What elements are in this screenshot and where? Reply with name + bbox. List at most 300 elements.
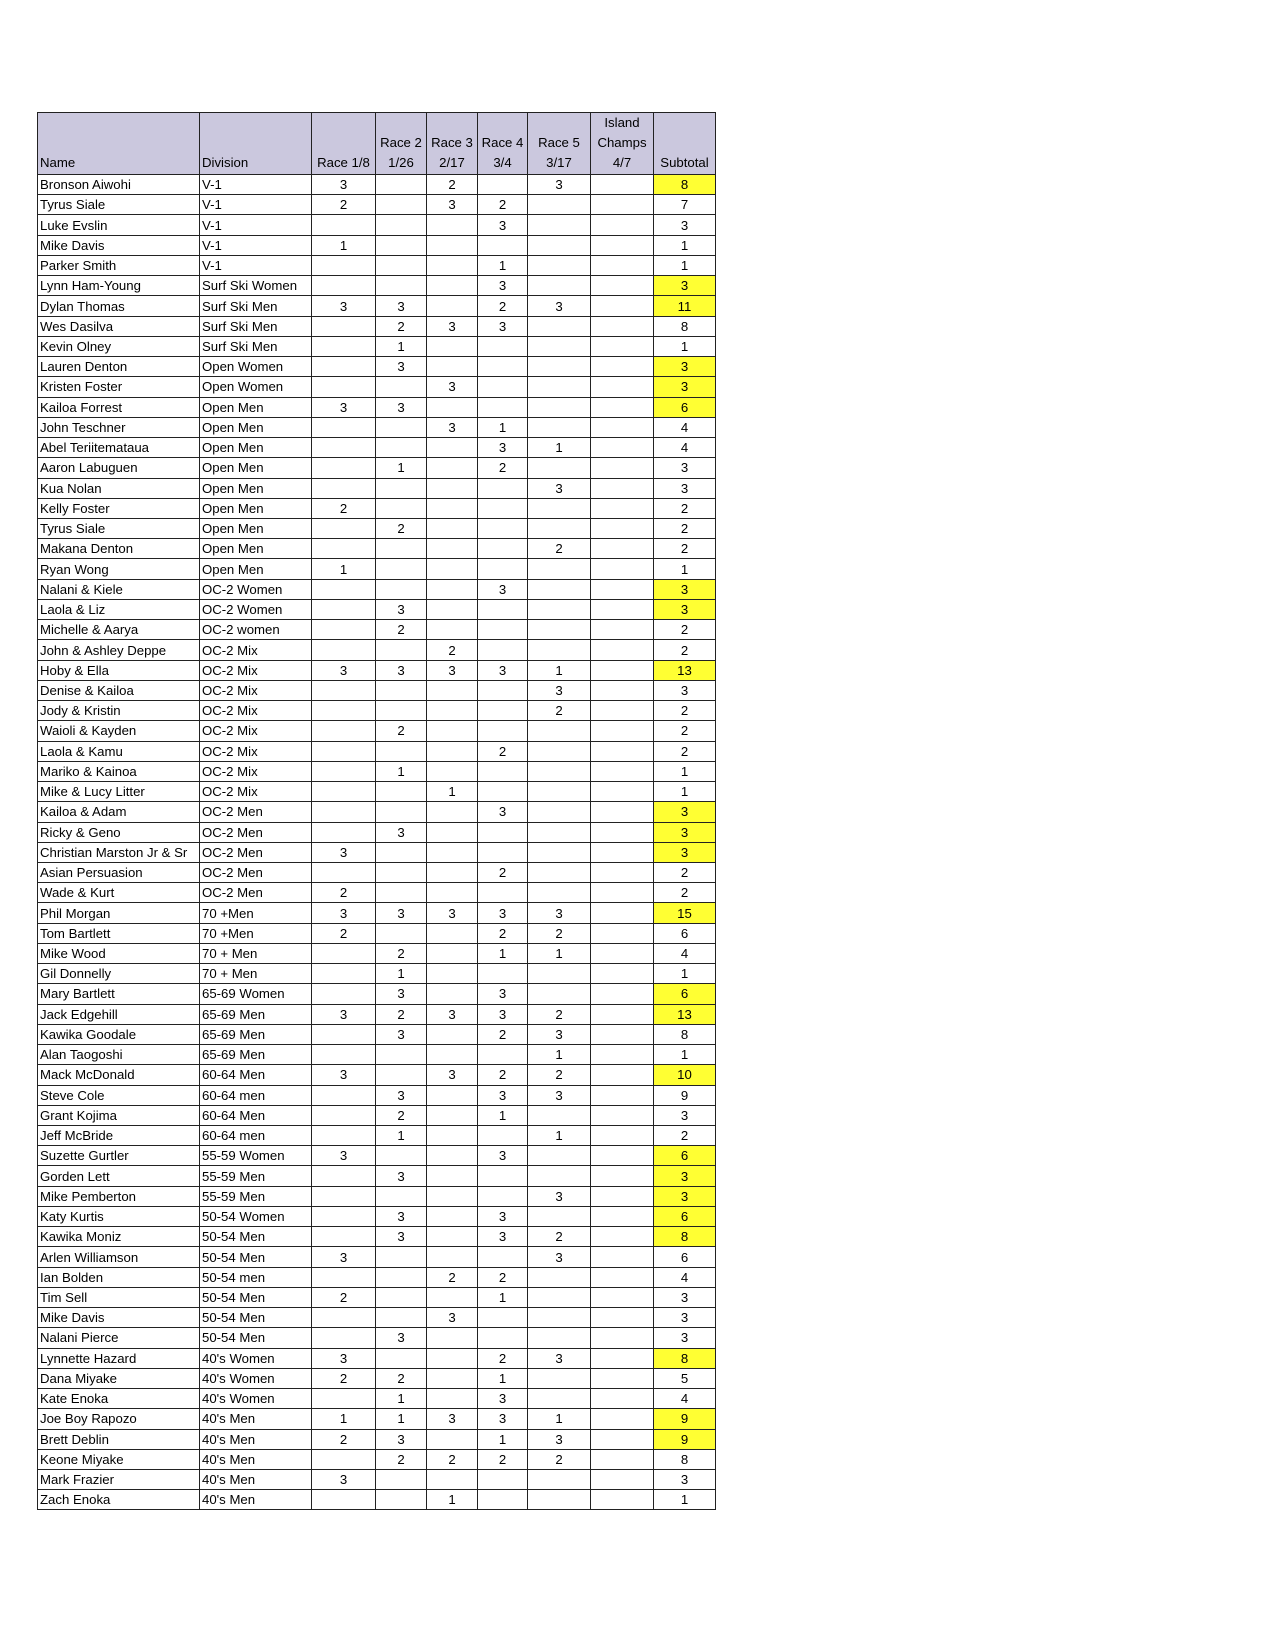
table-row: [38, 276, 716, 296]
cell-race4: [478, 1490, 528, 1510]
cell-race1: [312, 1490, 376, 1510]
cell-subtotal: 4: [654, 1267, 716, 1287]
cell-race3: [427, 1186, 478, 1206]
cell-division: 50-54 Men: [200, 1328, 312, 1348]
cell-race2: [376, 680, 427, 700]
cell-subtotal: 2: [654, 518, 716, 538]
cell-name: Tyrus Siale: [38, 518, 200, 538]
cell-subtotal: 8: [654, 175, 716, 195]
cell-name: Lynnette Hazard: [38, 1348, 200, 1368]
table-row: [38, 1287, 716, 1307]
table-row: [38, 357, 716, 377]
cell-race3: [427, 438, 478, 458]
cell-name: Ricky & Geno: [38, 822, 200, 842]
cell-name: Kailoa & Adam: [38, 802, 200, 822]
cell-name: Mary Bartlett: [38, 984, 200, 1004]
cell-race4: [478, 559, 528, 579]
cell-race5: [528, 802, 591, 822]
cell-race3: [427, 336, 478, 356]
cell-race5: [528, 1105, 591, 1125]
cell-race3: [427, 923, 478, 943]
cell-name: Laola & Kamu: [38, 741, 200, 761]
table-row: [38, 822, 716, 842]
cell-race3: [427, 741, 478, 761]
cell-race4: 3: [478, 802, 528, 822]
cell-race2: [376, 741, 427, 761]
cell-division: 40's Men: [200, 1470, 312, 1490]
cell-race2: 1: [376, 964, 427, 984]
cell-name: Bronson Aiwohi: [38, 175, 200, 195]
cell-subtotal: 6: [654, 1247, 716, 1267]
cell-name: Kevin Olney: [38, 336, 200, 356]
cell-race3: [427, 296, 478, 316]
cell-race3: 2: [427, 175, 478, 195]
table-row: [38, 599, 716, 619]
cell-island-champs: [591, 518, 654, 538]
cell-island-champs: [591, 377, 654, 397]
cell-race2: 3: [376, 984, 427, 1004]
cell-name: Alan Taogoshi: [38, 1045, 200, 1065]
cell-island-champs: [591, 498, 654, 518]
cell-race4: 3: [478, 1085, 528, 1105]
cell-race2: [376, 1348, 427, 1368]
cell-race2: 1: [376, 458, 427, 478]
cell-race2: 3: [376, 1085, 427, 1105]
cell-race4: 3: [478, 1409, 528, 1429]
cell-subtotal: 13: [654, 660, 716, 680]
cell-race5: 3: [528, 1186, 591, 1206]
cell-subtotal: 3: [654, 680, 716, 700]
cell-island-champs: [591, 215, 654, 235]
cell-island-champs: [591, 1267, 654, 1287]
cell-subtotal: 4: [654, 438, 716, 458]
cell-race5: [528, 822, 591, 842]
table-row: [38, 862, 716, 882]
cell-island-champs: [591, 883, 654, 903]
cell-race1: 2: [312, 195, 376, 215]
cell-race2: [376, 842, 427, 862]
cell-race3: 1: [427, 782, 478, 802]
table-row: [38, 680, 716, 700]
cell-race5: [528, 620, 591, 640]
table-row: [38, 620, 716, 640]
table-row: [38, 1085, 716, 1105]
cell-race2: 1: [376, 761, 427, 781]
cell-race4: [478, 599, 528, 619]
cell-race4: 2: [478, 195, 528, 215]
cell-race1: 2: [312, 1429, 376, 1449]
cell-division: Open Men: [200, 438, 312, 458]
cell-subtotal: 2: [654, 539, 716, 559]
cell-race1: 3: [312, 1146, 376, 1166]
cell-race1: [312, 1308, 376, 1328]
table-row: [38, 903, 716, 923]
table-row: [38, 964, 716, 984]
cell-race2: [376, 1065, 427, 1085]
cell-race3: [427, 1085, 478, 1105]
cell-race4: [478, 761, 528, 781]
cell-name: Jeff McBride: [38, 1126, 200, 1146]
cell-race2: [376, 640, 427, 660]
table-row: [38, 802, 716, 822]
cell-race4: 1: [478, 255, 528, 275]
cell-division: OC-2 Mix: [200, 761, 312, 781]
cell-race5: [528, 1267, 591, 1287]
cell-race5: 2: [528, 1227, 591, 1247]
cell-race4: [478, 842, 528, 862]
cell-island-champs: [591, 1328, 654, 1348]
table-row: [38, 1065, 716, 1085]
cell-race4: 3: [478, 438, 528, 458]
cell-name: Abel Teriitemataua: [38, 438, 200, 458]
cell-race1: [312, 862, 376, 882]
cell-division: OC-2 Men: [200, 802, 312, 822]
cell-name: Katy Kurtis: [38, 1206, 200, 1226]
table-row: [38, 1267, 716, 1287]
cell-subtotal: 1: [654, 782, 716, 802]
cell-division: 40's Men: [200, 1449, 312, 1469]
cell-division: 40's Women: [200, 1368, 312, 1388]
cell-subtotal: 3: [654, 458, 716, 478]
table-row: [38, 1470, 716, 1490]
cell-island-champs: [591, 1227, 654, 1247]
table-row: [38, 458, 716, 478]
cell-division: OC-2 women: [200, 620, 312, 640]
cell-race3: [427, 842, 478, 862]
cell-race2: 2: [376, 1004, 427, 1024]
cell-subtotal: 11: [654, 296, 716, 316]
cell-island-champs: [591, 923, 654, 943]
table-row: [38, 1409, 716, 1429]
cell-division: V-1: [200, 255, 312, 275]
cell-race1: [312, 680, 376, 700]
cell-race4: [478, 1186, 528, 1206]
cell-subtotal: 3: [654, 599, 716, 619]
cell-race3: 3: [427, 377, 478, 397]
cell-race2: [376, 1490, 427, 1510]
cell-island-champs: [591, 579, 654, 599]
cell-name: Steve Cole: [38, 1085, 200, 1105]
cell-island-champs: [591, 701, 654, 721]
cell-race3: [427, 1045, 478, 1065]
cell-race2: [376, 1267, 427, 1287]
cell-race5: 3: [528, 1024, 591, 1044]
cell-race3: 3: [427, 660, 478, 680]
cell-race4: [478, 235, 528, 255]
cell-race1: 3: [312, 1065, 376, 1085]
cell-name: Jack Edgehill: [38, 1004, 200, 1024]
cell-race2: [376, 417, 427, 437]
cell-race5: [528, 1470, 591, 1490]
table-row: [38, 741, 716, 761]
cell-race3: 3: [427, 417, 478, 437]
cell-race4: 1: [478, 1105, 528, 1125]
cell-race5: [528, 235, 591, 255]
cell-race4: [478, 539, 528, 559]
table-row: [38, 438, 716, 458]
cell-race1: 3: [312, 1470, 376, 1490]
cell-subtotal: 3: [654, 215, 716, 235]
column-header-race2: Race 2 1/26: [376, 113, 427, 175]
cell-race5: [528, 417, 591, 437]
table-row: [38, 255, 716, 275]
table-row: [38, 377, 716, 397]
cell-race1: 1: [312, 235, 376, 255]
cell-name: Joe Boy Rapozo: [38, 1409, 200, 1429]
cell-race4: 1: [478, 1429, 528, 1449]
cell-division: Open Women: [200, 377, 312, 397]
cell-name: Mike Wood: [38, 943, 200, 963]
cell-race4: [478, 1247, 528, 1267]
table-row: [38, 1490, 716, 1510]
cell-race3: [427, 984, 478, 1004]
cell-division: 40's Women: [200, 1348, 312, 1368]
cell-race3: [427, 1126, 478, 1146]
cell-name: Tim Sell: [38, 1287, 200, 1307]
cell-race1: [312, 964, 376, 984]
cell-race2: [376, 802, 427, 822]
cell-race5: 1: [528, 1409, 591, 1429]
cell-island-champs: [591, 943, 654, 963]
cell-race5: [528, 984, 591, 1004]
cell-island-champs: [591, 1024, 654, 1044]
table-row: [38, 1045, 716, 1065]
cell-name: Dylan Thomas: [38, 296, 200, 316]
cell-race5: 2: [528, 701, 591, 721]
cell-race4: 2: [478, 1449, 528, 1469]
cell-race3: [427, 1470, 478, 1490]
cell-race3: 3: [427, 903, 478, 923]
cell-island-champs: [591, 175, 654, 195]
cell-race1: [312, 336, 376, 356]
cell-subtotal: 3: [654, 842, 716, 862]
cell-race4: 2: [478, 296, 528, 316]
cell-subtotal: 3: [654, 478, 716, 498]
column-header-subtotal: Subtotal: [654, 113, 716, 175]
cell-subtotal: 4: [654, 943, 716, 963]
cell-race5: 2: [528, 539, 591, 559]
cell-race5: 3: [528, 680, 591, 700]
cell-name: Zach Enoka: [38, 1490, 200, 1510]
cell-race5: 1: [528, 943, 591, 963]
cell-subtotal: 6: [654, 984, 716, 1004]
cell-race2: 2: [376, 1449, 427, 1469]
table-row: [38, 1024, 716, 1044]
cell-name: Laola & Liz: [38, 599, 200, 619]
cell-race4: [478, 640, 528, 660]
cell-island-champs: [591, 1166, 654, 1186]
cell-name: Gil Donnelly: [38, 964, 200, 984]
column-header-race5: Race 5 3/17: [528, 113, 591, 175]
cell-race1: [312, 417, 376, 437]
cell-name: Kua Nolan: [38, 478, 200, 498]
cell-race2: 1: [376, 1126, 427, 1146]
cell-division: OC-2 Mix: [200, 741, 312, 761]
cell-subtotal: 3: [654, 357, 716, 377]
column-header-name: Name: [38, 113, 200, 175]
cell-name: Dana Miyake: [38, 1368, 200, 1388]
cell-subtotal: 15: [654, 903, 716, 923]
cell-name: Michelle & Aarya: [38, 620, 200, 640]
cell-race1: [312, 1449, 376, 1469]
cell-subtotal: 2: [654, 741, 716, 761]
cell-division: 60-64 Men: [200, 1065, 312, 1085]
cell-subtotal: 1: [654, 1490, 716, 1510]
cell-race4: 3: [478, 1227, 528, 1247]
cell-race2: [376, 539, 427, 559]
cell-race2: [376, 1308, 427, 1328]
cell-name: Christian Marston Jr & Sr: [38, 842, 200, 862]
column-header-race3: Race 3 2/17: [427, 113, 478, 175]
cell-race2: 3: [376, 599, 427, 619]
cell-race2: 2: [376, 721, 427, 741]
cell-division: 50-54 Men: [200, 1287, 312, 1307]
cell-race1: 2: [312, 883, 376, 903]
cell-name: Mike Pemberton: [38, 1186, 200, 1206]
cell-race1: [312, 1186, 376, 1206]
cell-island-champs: [591, 1045, 654, 1065]
cell-island-champs: [591, 822, 654, 842]
cell-race4: 3: [478, 1004, 528, 1024]
cell-island-champs: [591, 680, 654, 700]
cell-race2: [376, 782, 427, 802]
cell-division: 55-59 Women: [200, 1146, 312, 1166]
cell-race3: [427, 579, 478, 599]
cell-division: 70 + Men: [200, 943, 312, 963]
cell-name: Mark Frazier: [38, 1470, 200, 1490]
cell-race4: 2: [478, 923, 528, 943]
cell-race1: [312, 1126, 376, 1146]
cell-race3: 3: [427, 1409, 478, 1429]
cell-island-champs: [591, 1429, 654, 1449]
cell-race1: [312, 458, 376, 478]
cell-name: Asian Persuasion: [38, 862, 200, 882]
cell-race5: 1: [528, 438, 591, 458]
cell-race2: [376, 579, 427, 599]
cell-race2: 3: [376, 1328, 427, 1348]
cell-race1: 2: [312, 498, 376, 518]
cell-race4: [478, 1166, 528, 1186]
cell-race2: [376, 276, 427, 296]
cell-name: John Teschner: [38, 417, 200, 437]
cell-race2: [376, 255, 427, 275]
cell-race2: 3: [376, 1227, 427, 1247]
cell-race1: [312, 1328, 376, 1348]
cell-island-champs: [591, 195, 654, 215]
cell-island-champs: [591, 1247, 654, 1267]
cell-subtotal: 9: [654, 1085, 716, 1105]
cell-race2: 3: [376, 660, 427, 680]
cell-race3: 3: [427, 1308, 478, 1328]
cell-division: 50-54 Women: [200, 1206, 312, 1226]
cell-race4: 3: [478, 1146, 528, 1166]
cell-race1: [312, 438, 376, 458]
cell-race4: [478, 478, 528, 498]
cell-race4: 3: [478, 984, 528, 1004]
cell-name: Wes Dasilva: [38, 316, 200, 336]
cell-race1: [312, 701, 376, 721]
cell-race5: [528, 1308, 591, 1328]
cell-race1: [312, 984, 376, 1004]
cell-race2: 2: [376, 518, 427, 538]
cell-race2: 3: [376, 357, 427, 377]
cell-division: V-1: [200, 235, 312, 255]
cell-race5: [528, 458, 591, 478]
cell-island-champs: [591, 640, 654, 660]
cell-island-champs: [591, 1348, 654, 1368]
cell-race1: 3: [312, 296, 376, 316]
cell-race4: [478, 175, 528, 195]
column-header-race1: Race 1/8: [312, 113, 376, 175]
cell-race4: [478, 782, 528, 802]
cell-race1: [312, 640, 376, 660]
cell-division: OC-2 Women: [200, 599, 312, 619]
cell-race1: 1: [312, 559, 376, 579]
cell-name: Tom Bartlett: [38, 923, 200, 943]
cell-subtotal: 4: [654, 1389, 716, 1409]
cell-race4: [478, 701, 528, 721]
cell-race4: [478, 964, 528, 984]
cell-race3: [427, 1166, 478, 1186]
cell-division: Open Men: [200, 458, 312, 478]
cell-subtotal: 3: [654, 579, 716, 599]
table-row: [38, 336, 716, 356]
cell-division: OC-2 Men: [200, 842, 312, 862]
cell-division: Open Men: [200, 559, 312, 579]
cell-race5: 1: [528, 660, 591, 680]
cell-race4: 2: [478, 1348, 528, 1368]
cell-race4: [478, 357, 528, 377]
cell-subtotal: 3: [654, 1166, 716, 1186]
cell-race4: 2: [478, 458, 528, 478]
cell-name: Grant Kojima: [38, 1105, 200, 1125]
cell-name: Kawika Goodale: [38, 1024, 200, 1044]
cell-subtotal: 3: [654, 1470, 716, 1490]
cell-race1: 3: [312, 660, 376, 680]
cell-subtotal: 7: [654, 195, 716, 215]
cell-name: Kawika Moniz: [38, 1227, 200, 1247]
table-row: [38, 984, 716, 1004]
cell-division: 70 + Men: [200, 964, 312, 984]
cell-race3: 1: [427, 1490, 478, 1510]
cell-division: 40's Women: [200, 1389, 312, 1409]
cell-race3: [427, 1247, 478, 1267]
cell-race3: [427, 1368, 478, 1388]
cell-race2: [376, 235, 427, 255]
cell-race5: 3: [528, 296, 591, 316]
cell-race3: [427, 822, 478, 842]
cell-race5: [528, 579, 591, 599]
cell-race4: 3: [478, 579, 528, 599]
cell-race2: 2: [376, 316, 427, 336]
cell-race3: [427, 539, 478, 559]
cell-race2: 2: [376, 943, 427, 963]
cell-race5: [528, 761, 591, 781]
cell-race2: 3: [376, 1024, 427, 1044]
cell-division: OC-2 Mix: [200, 640, 312, 660]
cell-name: Kristen Foster: [38, 377, 200, 397]
cell-name: Mariko & Kainoa: [38, 761, 200, 781]
cell-division: Surf Ski Men: [200, 336, 312, 356]
cell-race3: [427, 235, 478, 255]
cell-subtotal: 2: [654, 701, 716, 721]
cell-race2: 2: [376, 1368, 427, 1388]
cell-race2: 3: [376, 1429, 427, 1449]
table-row: [38, 215, 716, 235]
cell-race5: 3: [528, 1247, 591, 1267]
cell-race4: 3: [478, 1389, 528, 1409]
cell-race1: [312, 255, 376, 275]
